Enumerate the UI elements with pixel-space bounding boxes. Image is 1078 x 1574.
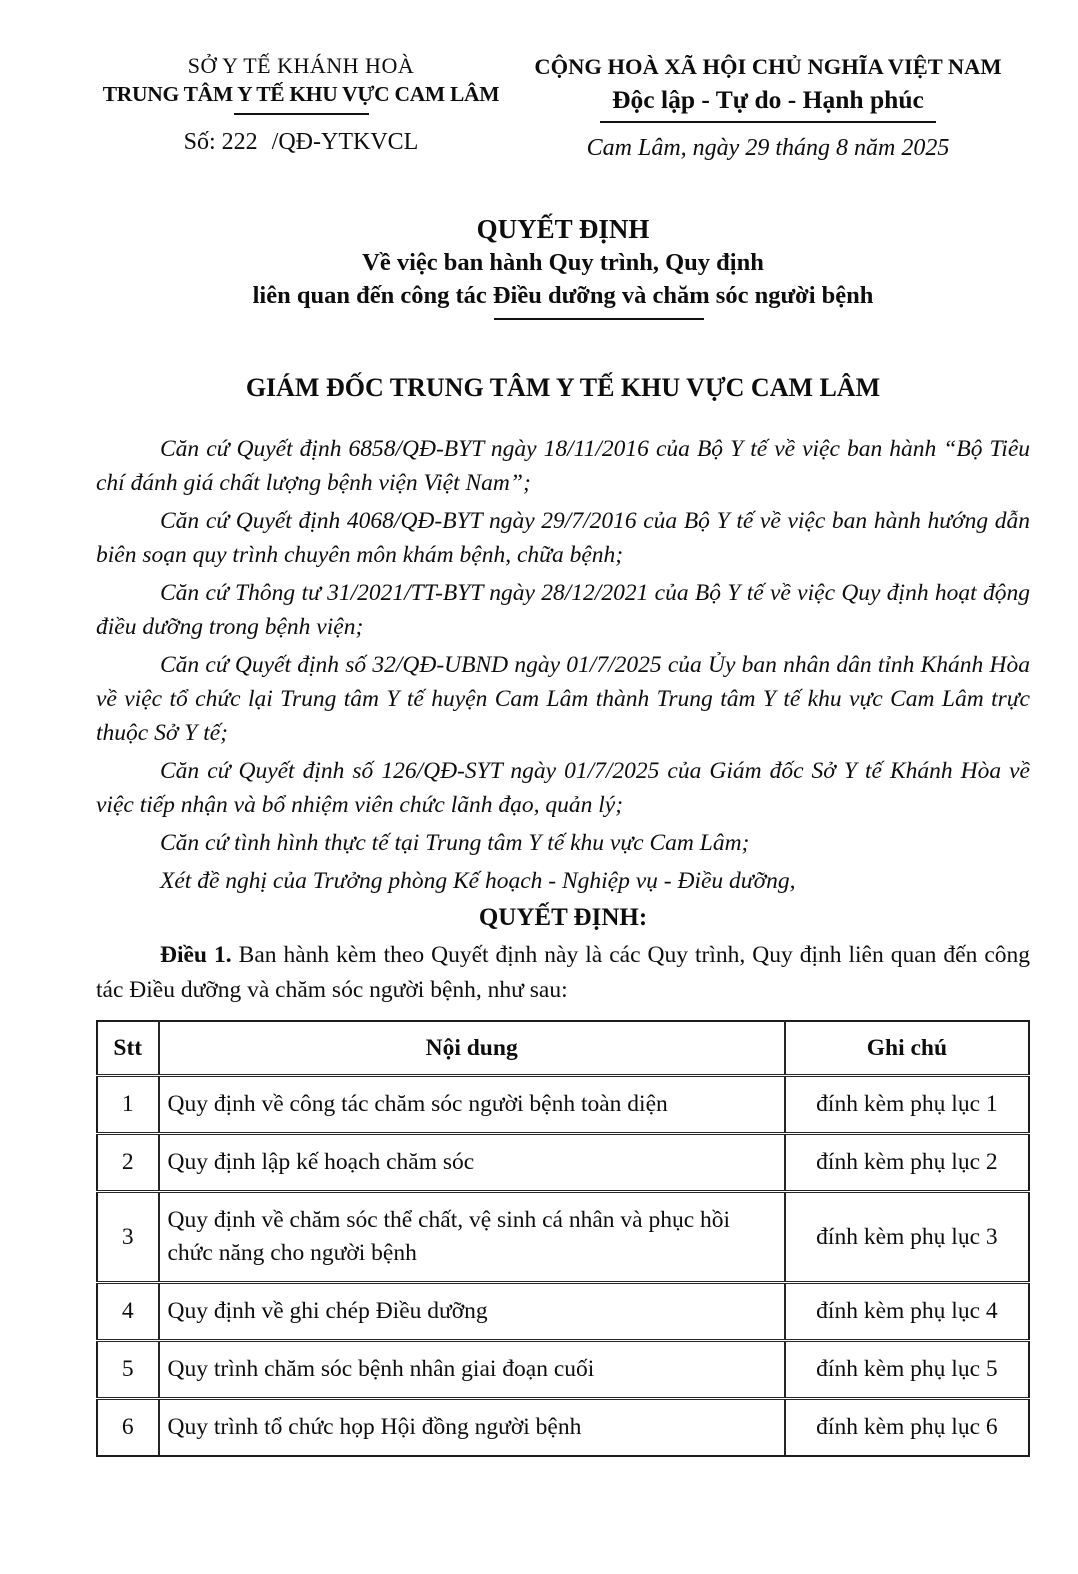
table-row	[97, 1076, 1029, 1134]
document-number-value: 222	[221, 129, 258, 155]
table-row	[97, 1399, 1029, 1457]
row-noidung: Quy trình tổ chức họp Hội đồng người bệnh	[159, 1399, 785, 1457]
preamble-paragraph: Căn cứ Quyết định 4068/QĐ-BYT ngày 29/7/2016 của Bộ Y tế về việc ban hành hướng dẫn biên soạn quy trình chuyên môn khám bệnh, chữa bệnh;	[96, 508, 1030, 568]
row-ghichu: đính kèm phụ lục 2	[785, 1134, 1029, 1192]
table-row	[97, 1283, 1029, 1341]
row-stt: 4	[97, 1283, 159, 1341]
appendix-table	[96, 1020, 1030, 1457]
article-1-label: Điều 1.	[160, 942, 232, 968]
row-stt: 1	[97, 1076, 159, 1134]
row-noidung: Quy định về chăm sóc thể chất, vệ sinh cá nhân và phục hồi chức năng cho người bệnh	[159, 1192, 785, 1283]
parent-org-name: SỞ Y TẾ KHÁNH HOÀ	[187, 53, 415, 78]
row-ghichu: đính kèm phụ lục 4	[785, 1283, 1029, 1341]
article-1	[96, 938, 1030, 1008]
row-noidung: Quy trình chăm sóc bệnh nhân giai đoạn cuối	[159, 1341, 785, 1399]
column-header-stt: Stt	[97, 1021, 159, 1076]
issuer-block	[96, 52, 506, 156]
preamble-paragraph: Căn cứ Quyết định số 126/QĐ-SYT ngày 01/7/2025 của Giám đốc Sở Y tế Khánh Hòa về việc tiếp nhận và bổ nhiệm viên chức lãnh đạo, quản lý;	[96, 758, 1030, 818]
row-stt: 3	[97, 1192, 159, 1283]
preamble-paragraph: Căn cứ Thông tư 31/2021/TT-BYT ngày 28/12/2021 của Bộ Y tế về việc Quy định hoạt động điều dưỡng trong bệnh viện;	[96, 580, 1030, 640]
row-noidung: Quy định về công tác chăm sóc người bệnh toàn diện	[159, 1076, 785, 1134]
preamble	[96, 432, 1030, 898]
row-stt: 5	[97, 1341, 159, 1399]
preamble-paragraph: Xét đề nghị của Trưởng phòng Kế hoạch - Nghiệp vụ - Điều dưỡng,	[160, 868, 796, 894]
preamble-paragraph: Căn cứ Quyết định 6858/QĐ-BYT ngày 18/11/2016 của Bộ Y tế về việc ban hành “Bộ Tiêu chí đánh giá chất lượng bệnh viện Việt Nam”;	[96, 436, 1030, 496]
document-title-block	[96, 212, 1030, 320]
issuer-rule	[234, 113, 369, 115]
table-row	[97, 1134, 1029, 1192]
row-ghichu: đính kèm phụ lục 1	[785, 1076, 1029, 1134]
row-noidung: Quy định lập kế hoạch chăm sóc	[159, 1134, 785, 1192]
national-header-block	[506, 52, 1030, 162]
table-row	[97, 1341, 1029, 1399]
document-number	[96, 129, 506, 156]
document-title: QUYẾT ĐỊNH	[476, 214, 650, 244]
national-motto: Độc lập - Tự do - Hạnh phúc	[612, 85, 924, 114]
motto-rule	[600, 121, 936, 123]
place-and-date: Cam Lâm, ngày 29 tháng 8 năm 2025	[586, 135, 950, 161]
row-ghichu: đính kèm phụ lục 3	[785, 1192, 1029, 1283]
column-header-noidung: Nội dung	[159, 1021, 785, 1076]
row-ghichu: đính kèm phụ lục 6	[785, 1399, 1029, 1457]
table-header-row	[97, 1021, 1029, 1076]
row-ghichu: đính kèm phụ lục 5	[785, 1341, 1029, 1399]
org-name: TRUNG TÂM Y TẾ KHU VỰC CAM LÂM	[102, 82, 500, 106]
preamble-paragraph: Căn cứ tình hình thực tế tại Trung tâm Y tế khu vực Cam Lâm;	[160, 830, 750, 856]
document-number-suffix: /QĐ-YTKVCL	[271, 129, 419, 155]
row-stt: 2	[97, 1134, 159, 1192]
row-stt: 6	[97, 1399, 159, 1457]
table-row	[97, 1192, 1029, 1283]
issuing-authority: GIÁM ĐỐC TRUNG TÂM Y TẾ KHU VỰC CAM LÂM	[245, 373, 881, 402]
title-rule	[494, 318, 704, 320]
country-title: CỘNG HOÀ XÃ HỘI CHỦ NGHĨA VIỆT NAM	[534, 54, 1002, 79]
document-header	[96, 52, 1030, 162]
column-header-ghichu: Ghi chú	[785, 1021, 1029, 1076]
article-1-text: Ban hành kèm theo Quyết định này là các Quy trình, Quy định liên quan đến công tác Điều dưỡng và chăm sóc người bệnh, như sau:	[96, 942, 1031, 1003]
document-subtitle-line1: Về việc ban hành Quy trình, Quy định	[362, 249, 764, 276]
preamble-paragraph: Căn cứ Quyết định số 32/QĐ-UBND ngày 01/7/2025 của Ủy ban nhân dân tỉnh Khánh Hòa về việc tổ chức lại Trung tâm Y tế huyện Cam Lâm thành Trung tâm Y tế khu vực Cam Lâm trực thuộc Sở Y tế;	[96, 652, 1030, 746]
document-subtitle-line2: liên quan đến công tác Điều dưỡng và chăm sóc người bệnh	[252, 282, 874, 309]
document-number-label: Số:	[183, 129, 216, 155]
row-noidung: Quy định về ghi chép Điều dưỡng	[159, 1283, 785, 1341]
decision-heading: QUYẾT ĐỊNH:	[478, 904, 648, 931]
